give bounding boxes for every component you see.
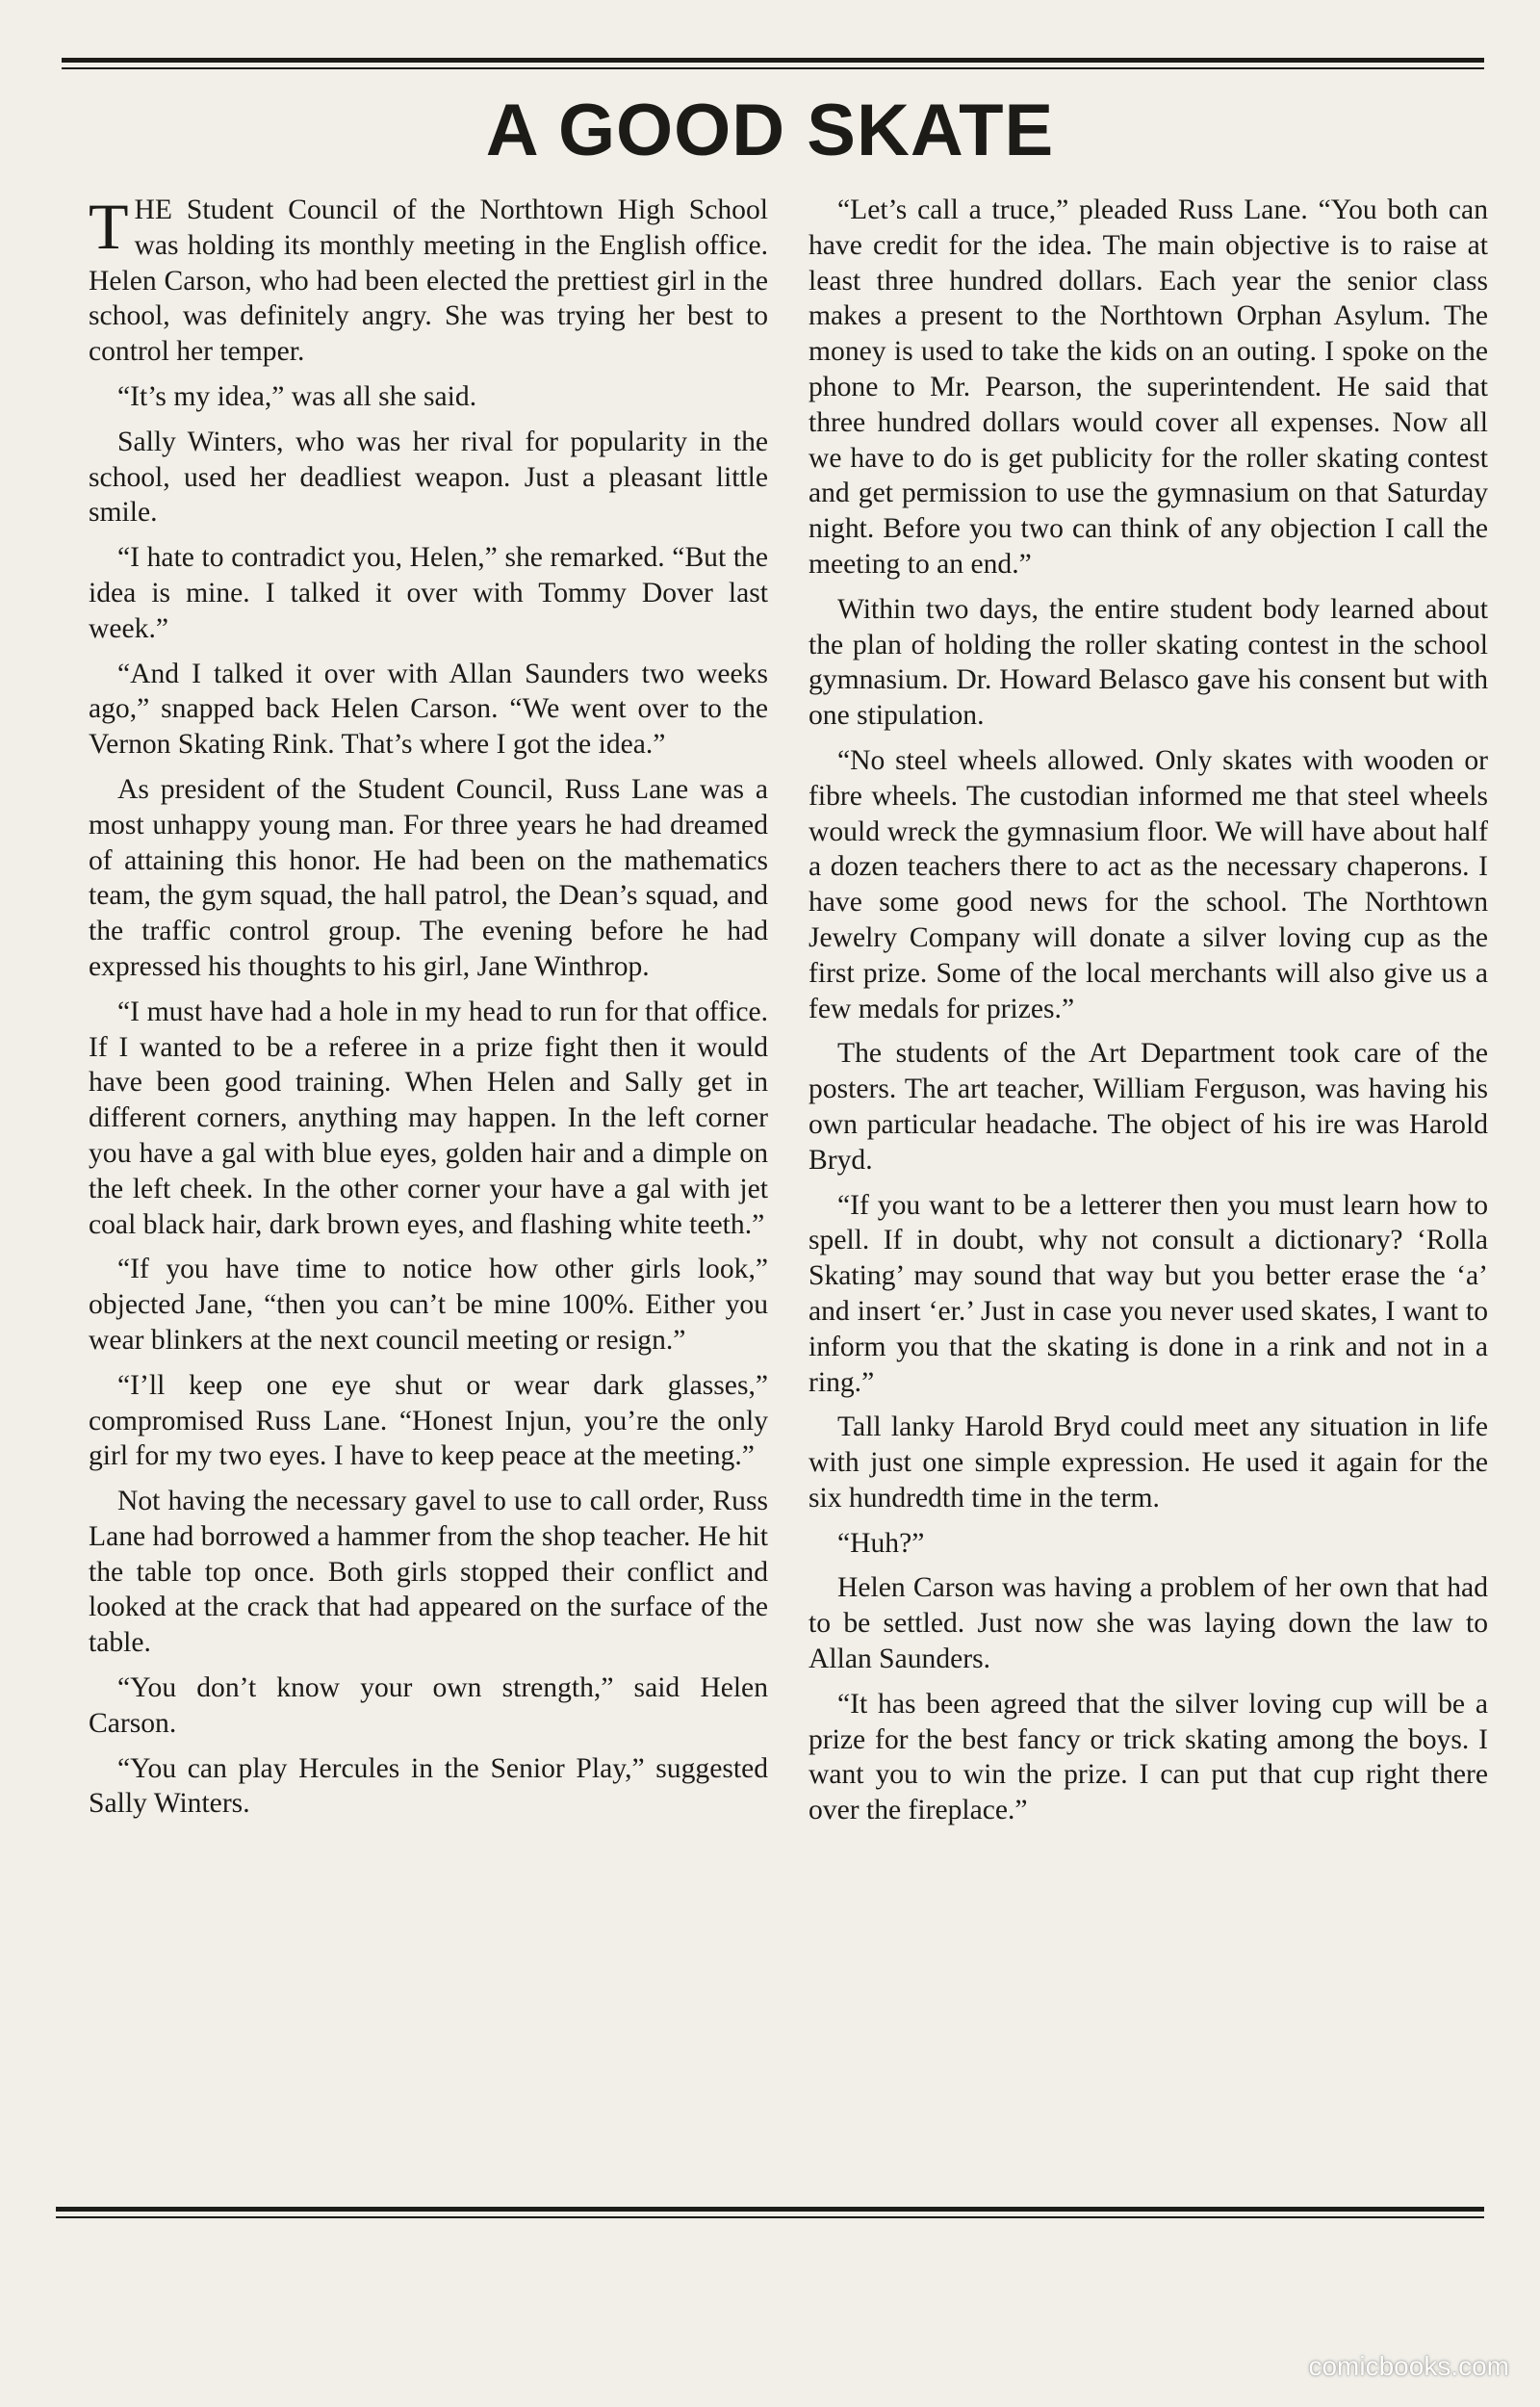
top-rule-thin <box>62 67 1484 69</box>
lead-paragraph-text: HE Student Council of the Northtown High School was holding its monthly meeting in the English office. Helen Carson, who had been elected the prettiest girl in the school, was definitely angry. She was trying her best to control her temper. <box>89 194 768 368</box>
paragraph: “You don’t know your own strength,” said Helen Carson. <box>89 1672 768 1739</box>
paragraph: “No steel wheels allowed. Only skates with wooden or fibre wheels. The custodian informed me that steel wheels would wreck the gymnasium floor. We will have about half a dozen teachers there to act as the necessary chaperons. I have some good news for the school. The Northtown Jewelry Company will donate a silver loving cup as the first prize. Some of the local merchants will also give us a few medals for prizes.” <box>808 744 1488 1024</box>
paragraph: As president of the Student Council, Russ Lane was a most unhappy young man. For three years he had dreamed of attaining this honor. He had been on the mathematics team, the gym squad, the hall patrol, the Dean’s squad, and the traffic control group. The evening before he had expressed his thoughts to his girl, Jane Winthrop. <box>89 773 768 982</box>
top-rule <box>62 58 1484 63</box>
paragraph: Tall lanky Harold Bryd could meet any situation in life with just one simple expression. He used it again for the six hundredth time in the term. <box>808 1411 1488 1514</box>
paragraph: “I must have had a hole in my head to run for that office. If I wanted to be a referee in a prize fight then it would have been good training. When Helen and Sally get in different corners, anything may happen. In the left corner you have a gal with blue eyes, golden hair and a dimple on the left cheek. In the other corner your have a gal with jet coal black hair, dark brown eyes, and flashing white teeth.” <box>89 996 768 1240</box>
paragraph: Helen Carson was having a problem of her own that had to be settled. Just now she was laying down the law to Allan Saunders. <box>808 1572 1488 1675</box>
left-column <box>89 190 768 1831</box>
paragraph: “If you want to be a letterer then you must learn how to spell. If in doubt, why not consult a dictionary? ‘Rolla Skating’ may sound that way but you better erase the ‘a’ and insert ‘er.’ Just in case you never used skates, I want to inform you that the skating is done in a rink and not in a ring.” <box>808 1189 1488 1398</box>
bottom-rule <box>56 2207 1484 2212</box>
bottom-rule-thin <box>56 2216 1484 2218</box>
paragraph: Within two days, the entire student body learned about the plan of holding the roller skating contest in the school gymnasium. Dr. Howard Belasco gave his consent but with one stipulation. <box>808 593 1488 732</box>
paragraph: “And I talked it over with Allan Saunders two weeks ago,” snapped back Helen Carson. “We went over to the Vernon Skating Rink. That’s where I got the idea.” <box>89 658 768 761</box>
story-title: A GOOD SKATE <box>485 90 1055 171</box>
paragraph: “Let’s call a truce,” pleaded Russ Lane. “You both can have credit for the idea. The main objective is to raise at least three hundred dollars. Each year the senior class makes a present to the Northtown Orphan Asylum. The money is used to take the kids on an outing. I spoke on the phone to Mr. Pearson, the superintendent. He said that three hundred dollars would cover all expenses. Now all we have to do is get publicity for the roller skating contest and get permission to use the gymnasium on that Saturday night. Before you two can think of any objection I call the meeting to an end.” <box>808 194 1488 580</box>
paragraph: “It’s my idea,” was all she said. <box>117 380 477 412</box>
right-column <box>808 193 1488 1838</box>
lead-paragraph <box>89 190 768 370</box>
watermark: comicbooks.com <box>1308 2351 1509 2381</box>
paragraph: “You can play Hercules in the Senior Play,” suggested Sally Winters. <box>89 1752 768 1820</box>
paragraph: “If you have time to notice how other girls look,” objected Jane, “then you can’t be mine 100%. Either you wear blinkers at the next council meeting or resign.” <box>89 1254 768 1356</box>
paragraph: Not having the necessary gavel to use to call order, Russ Lane had borrowed a hammer from the shop teacher. He hit the table top once. Both girls stopped their conflict and looked at the crack that had appeared on the surface of the table. <box>89 1486 768 1659</box>
paragraph: “I hate to contradict you, Helen,” she remarked. “But the idea is mine. I talked it over with Tommy Dover last week.” <box>89 542 768 644</box>
paragraph: “It has been agreed that the silver loving cup will be a prize for the best fancy or trick skating among the boys. I want you to win the prize. I can put that cup right there over the fireplace.” <box>808 1688 1488 1826</box>
paragraph: Sally Winters, who was her rival for popularity in the school, used her deadliest weapon. Just a pleasant little smile. <box>89 426 768 529</box>
paragraph: “I’ll keep one eye shut or wear dark glasses,” compromised Russ Lane. “Honest Injun, you’re the only girl for my two eyes. I have to keep peace at the meeting.” <box>89 1369 768 1472</box>
paragraph: The students of the Art Department took care of the posters. The art teacher, William Ferguson, was having his own particular headache. The object of his ire was Harold Bryd. <box>808 1038 1488 1176</box>
paragraph: “Huh?” <box>837 1527 925 1559</box>
drop-cap: T <box>89 190 129 263</box>
